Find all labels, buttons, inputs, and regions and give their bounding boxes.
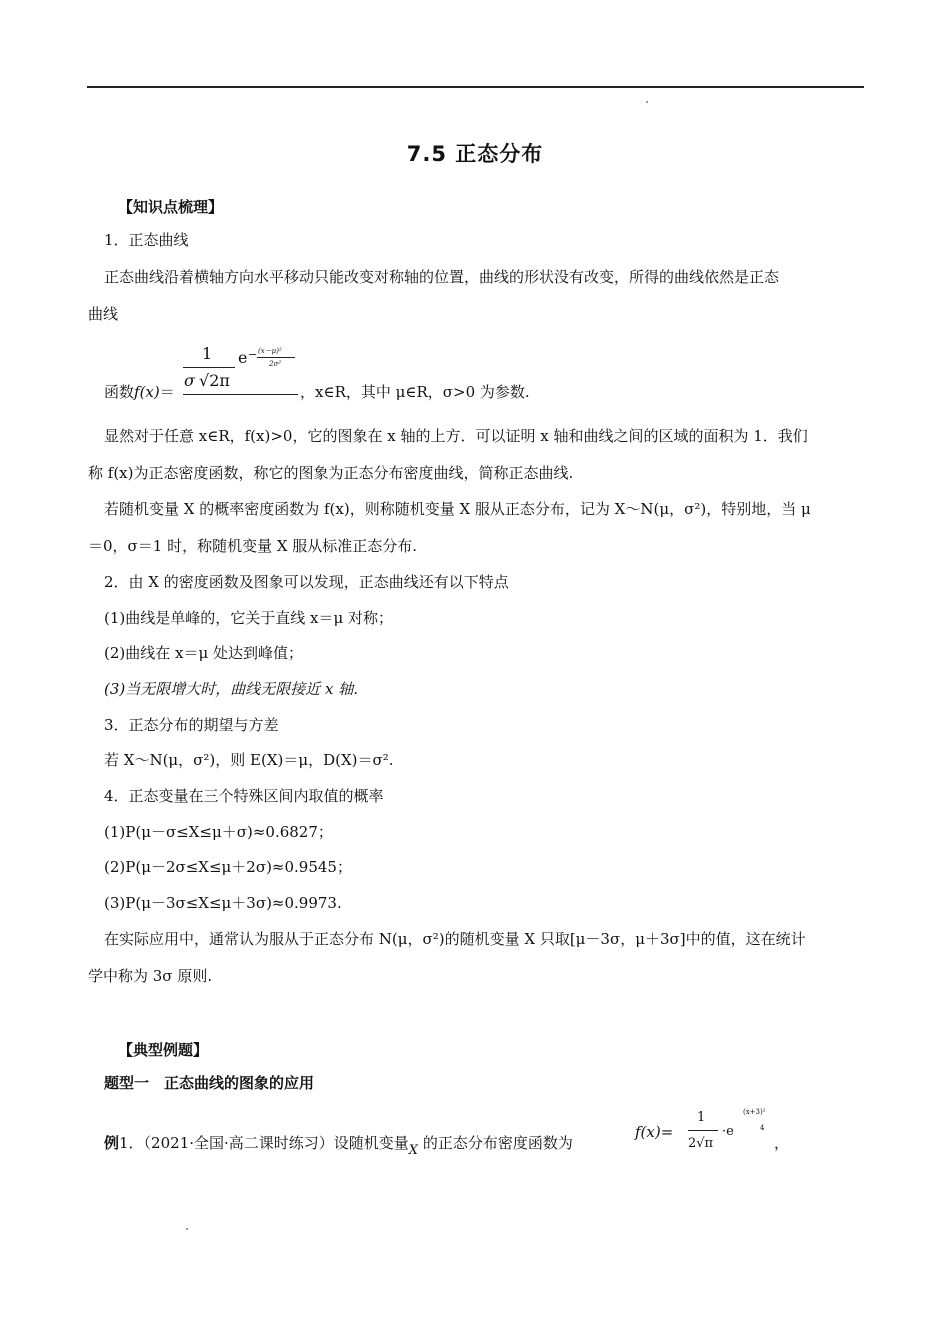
formula-sigma: σ <box>184 371 195 390</box>
formula-exp-top: (x－μ)² <box>258 347 282 355</box>
header-rule <box>87 86 864 88</box>
p5-heading: 3．正态分布的期望与方差 <box>104 716 279 734</box>
p1-heading: 1．正态曲线 <box>104 231 189 249</box>
p4-heading: 2．由 X 的密度函数及图象可以发现，正态曲线还有以下特点 <box>104 573 509 591</box>
formula-prefix: 函数f(x)＝ <box>104 383 175 401</box>
p6-item1: (1)P(μ－σ≤X≤μ＋σ)≈0.6827； <box>104 823 333 841</box>
formula-numerator: 1 <box>202 344 213 363</box>
p4-item1: (1)曲线是单峰的，它关于直线 x＝μ 对称； <box>104 609 393 627</box>
p7-line1: 在实际应用中，通常认为服从于正态分布 N(μ，σ²)的随机变量 X 只取[μ－3σ，μ＋3σ]中的值，这在统计 <box>104 930 806 948</box>
p4-item3: (3)当无限增大时，曲线无限接近 x 轴. <box>104 680 359 698</box>
section-examples: 【典型例题】 <box>118 1041 209 1059</box>
p1-line2: 曲线 <box>88 305 119 323</box>
formula-sqrt: √2π <box>199 371 230 390</box>
example-1-text: 例1．（2021·全国·高二课时练习）设随机变量X 的正态分布密度函数为 <box>104 1134 573 1158</box>
p1-line1: 正态曲线沿着横轴方向水平移动只能改变对称轴的位置，曲线的形状没有改变，所得的曲线依然是正态 <box>104 268 780 286</box>
p3-line1: 若随机变量 X 的概率密度函数为 f(x)，则称随机变量 X 服从正态分布，记为 X～N(μ，σ²)，特别地，当 μ <box>104 500 811 518</box>
p6-heading: 4．正态变量在三个特殊区间内取值的概率 <box>104 787 384 805</box>
footer-dot <box>186 1228 188 1230</box>
example-1-tail: ， <box>774 1134 790 1152</box>
example-1-bar <box>688 1130 718 1131</box>
type-heading: 题型一 正态曲线的图象的应用 <box>104 1074 315 1092</box>
formula-underline <box>183 394 298 395</box>
p6-item3: (3)P(μ－3σ≤X≤μ＋3σ)≈0.9973. <box>104 894 342 912</box>
example-1-e: ·e <box>722 1124 734 1139</box>
example-1-num: 1 <box>697 1110 706 1125</box>
formula-minus: − <box>248 348 258 361</box>
formula-exp-bar <box>257 357 295 358</box>
p4-item2: (2)曲线在 x＝μ 处达到峰值； <box>104 644 303 662</box>
example-1-fx: f(x)= <box>635 1123 674 1141</box>
p3-line2: ＝0，σ＝1 时，称随机变量 X 服从标准正态分布. <box>88 537 418 555</box>
formula-e: e <box>238 348 248 367</box>
example-1-exp-top: (x+3)² <box>743 1108 766 1116</box>
formula-exp-bottom: 2σ² <box>269 360 282 368</box>
page-title: 7.5 正态分布 <box>406 142 544 166</box>
section-knowledge: 【知识点梳理】 <box>118 198 224 216</box>
example-1-den: 2√π <box>688 1136 714 1151</box>
formula-suffix: ，x∈R，其中 μ∈R，σ>0 为参数. <box>300 383 530 401</box>
header-dot <box>646 101 648 103</box>
formula-bar <box>183 367 235 368</box>
p6-item2: (2)P(μ－2σ≤X≤μ＋2σ)≈0.9545； <box>104 858 352 876</box>
p5-item1: 若 X～N(μ，σ²)，则 E(X)＝μ，D(X)＝σ². <box>104 751 394 769</box>
example-1-exp-bottom: 4 <box>760 1124 765 1132</box>
p2-line2: 称 f(x)为正态密度函数，称它的图象为正态分布密度曲线，简称正态曲线. <box>88 464 574 482</box>
p7-line2: 学中称为 3σ 原则. <box>88 967 213 985</box>
p2-line1: 显然对于任意 x∈R，f(x)>0，它的图象在 x 轴的上方．可以证明 x 轴和曲线之间的区域的面积为 1．我们 <box>104 427 808 445</box>
